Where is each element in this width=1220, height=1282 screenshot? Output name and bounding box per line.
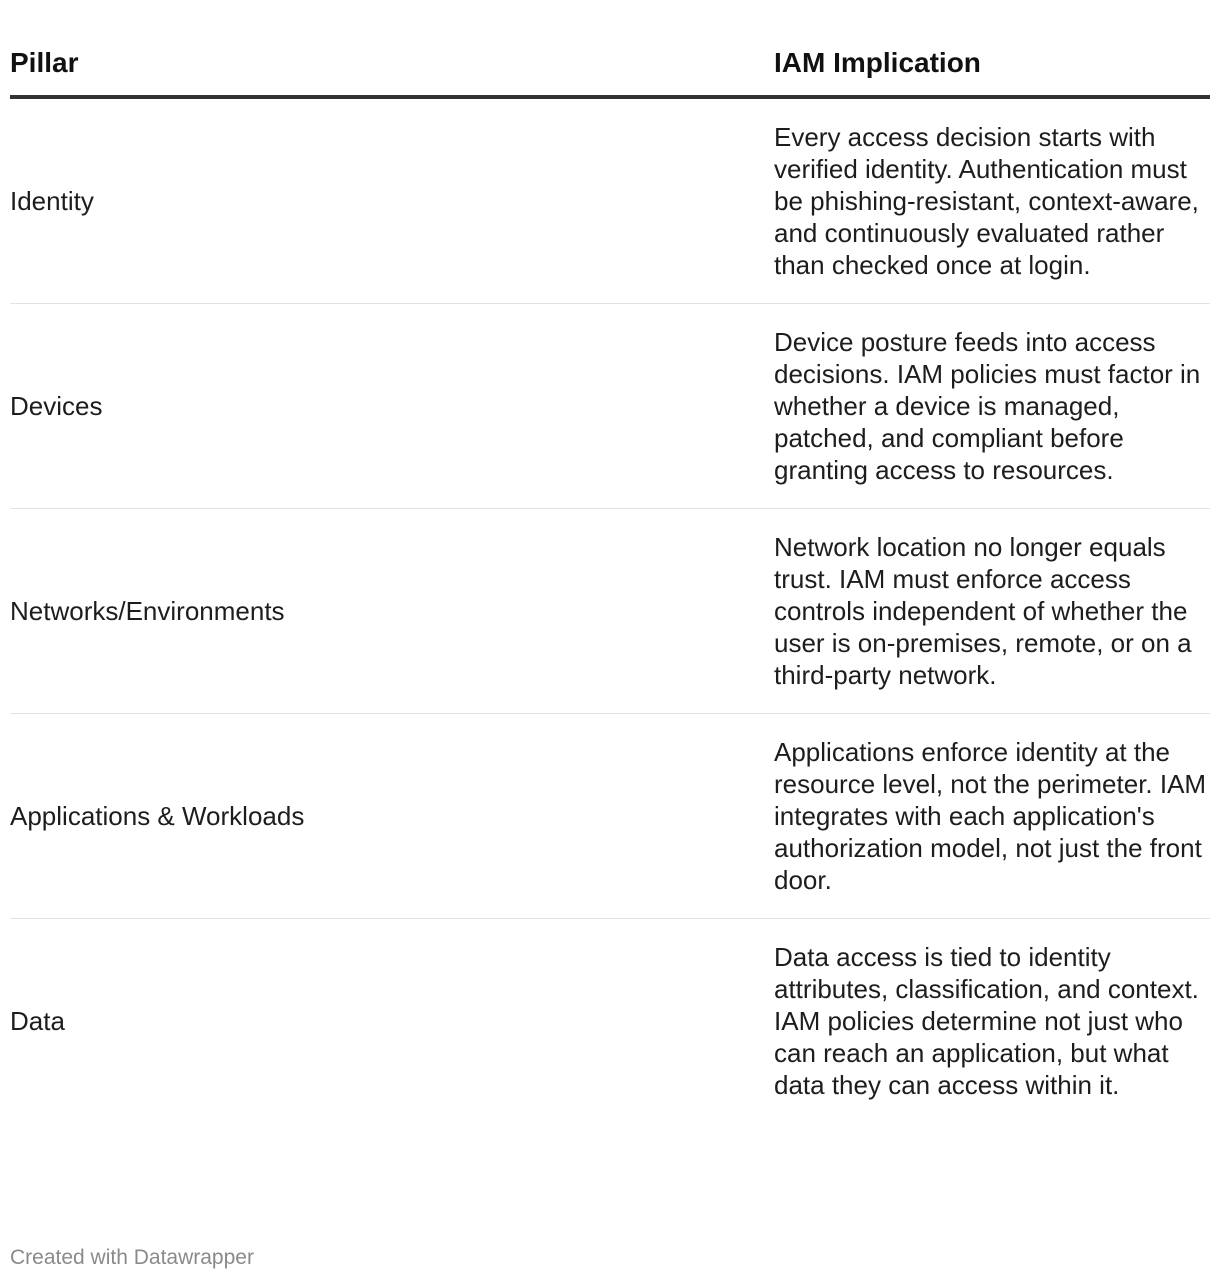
implication-cell: Device posture feeds into access decisions. IAM policies must factor in whether a device is managed, patched, and compliant before granting access to resources.	[774, 304, 1210, 509]
table-row	[10, 304, 1210, 509]
pillar-cell: Applications & Workloads	[10, 714, 774, 919]
table-row	[10, 97, 1210, 304]
pillar-cell: Identity	[10, 97, 774, 304]
pillar-cell: Networks/Environments	[10, 509, 774, 714]
pillar-table-container	[10, 0, 1210, 1123]
table-row	[10, 714, 1210, 919]
pillar-table	[10, 0, 1210, 1123]
table-row	[10, 919, 1210, 1124]
table-body	[10, 97, 1210, 1123]
implication-cell: Applications enforce identity at the resource level, not the perimeter. IAM integrates with each application's authorization model, not just the front door.	[774, 714, 1210, 919]
implication-cell: Every access decision starts with verified identity. Authentication must be phishing-resistant, context-aware, and continuously evaluated rather than checked once at login.	[774, 97, 1210, 304]
datawrapper-credit: Created with Datawrapper	[10, 1246, 254, 1269]
implication-cell: Network location no longer equals trust. IAM must enforce access controls independent of whether the user is on-premises, remote, or on a third-party network.	[774, 509, 1210, 714]
table-header	[10, 0, 1210, 97]
pillar-cell: Data	[10, 1006, 65, 1036]
column-header-iam-implication: IAM Implication	[774, 0, 1210, 97]
column-header-pillar: Pillar	[10, 0, 774, 97]
header-row	[10, 0, 1210, 97]
pillar-cell: Devices	[10, 304, 774, 509]
implication-cell: Data access is tied to identity attributes, classification, and context. IAM policies determine not just who can reach an application, but what data they can access within it.	[774, 942, 1199, 1100]
table-row	[10, 509, 1210, 714]
